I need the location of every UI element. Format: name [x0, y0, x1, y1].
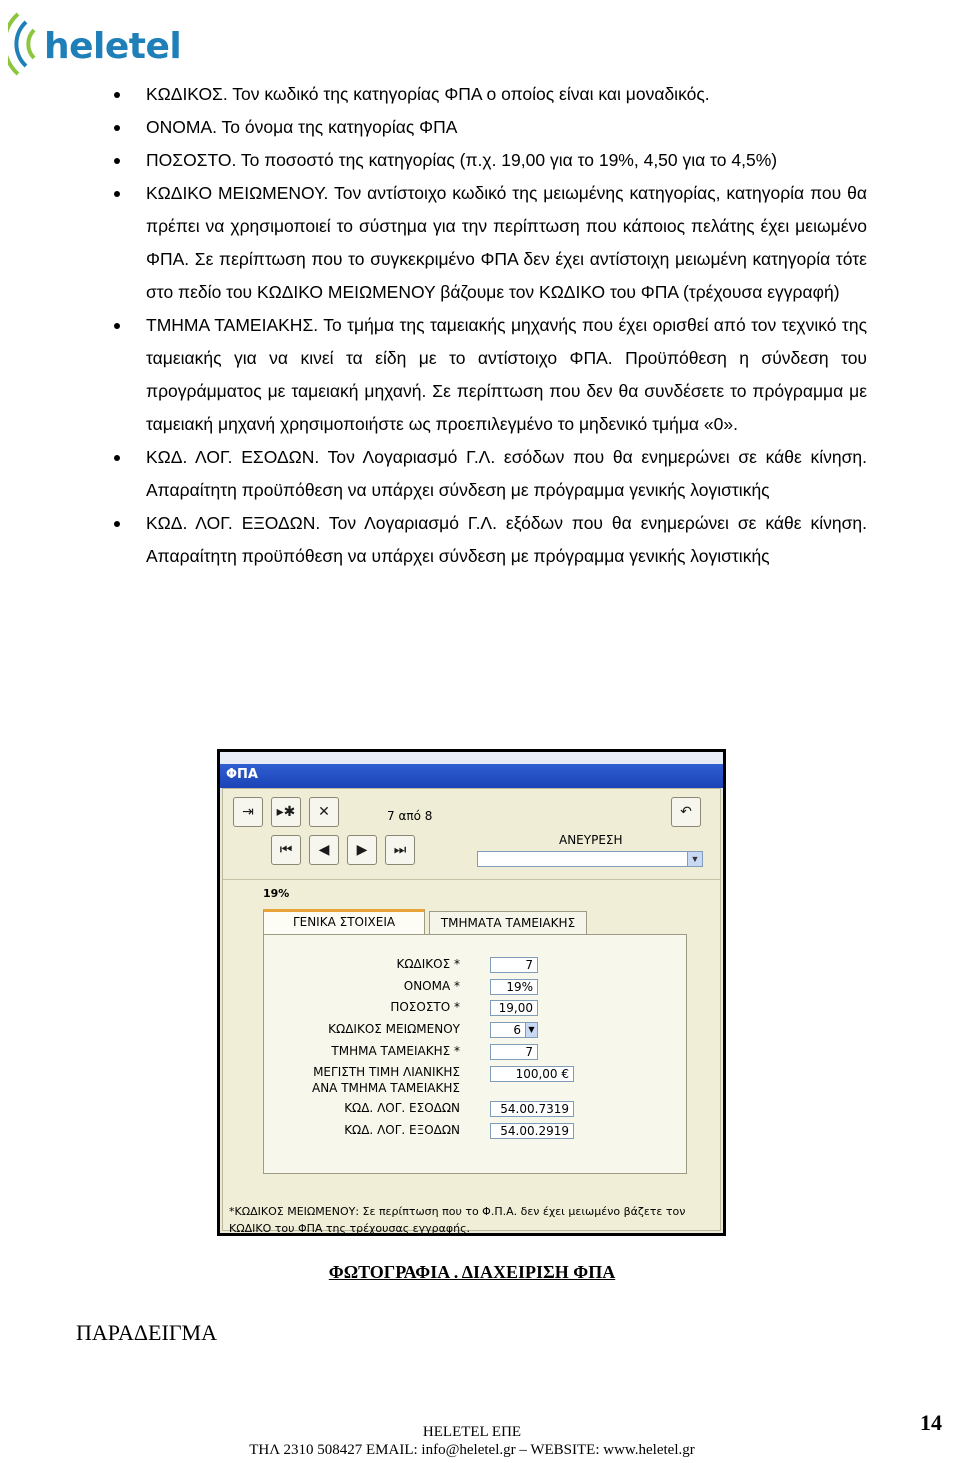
- last-icon: ⏭: [393, 842, 407, 858]
- reduced-code-select[interactable]: [490, 1022, 538, 1038]
- cash-dept-label: ΤΜΗΜΑ ΤΑΜΕΙΑΚΗΣ *: [331, 1044, 460, 1058]
- exit-door-icon: ⇥: [242, 804, 254, 820]
- expense-account-label: ΚΩΔ. ΛΟΓ. ΕΞΟΔΩΝ: [344, 1123, 460, 1137]
- max-retail-label-1: ΜΕΓΙΣΤΗ ΤΙΜΗ ΛΙΑΝΙΚΗΣ: [313, 1065, 460, 1079]
- expense-account-field[interactable]: 54.00.2919: [490, 1123, 574, 1139]
- previous-record-button[interactable]: [309, 835, 339, 865]
- list-item: ΚΩΔΙΚΟΣ. Τον κωδικό της κατηγορίας ΦΠΑ ο οποίος είναι και μοναδικός.: [146, 78, 867, 111]
- first-record-button[interactable]: [271, 835, 301, 865]
- footer-contact: ΤΗΛ 2310 508427 EMAIL: info@heletel.gr – WEBSITE: www.heletel.gr: [249, 1442, 695, 1458]
- record-counter: 7 από 8: [387, 809, 433, 823]
- code-field[interactable]: 7: [490, 957, 538, 973]
- list-item: ΠΟΣΟΣΤΟ. Το ποσοστό της κατηγορίας (π.χ. 19,00 για το 19%, 4,50 για το 4,5%): [146, 144, 867, 177]
- search-select[interactable]: [477, 851, 703, 867]
- reduced-code-value: 6: [513, 1023, 521, 1037]
- search-label: ΑΝΕΥΡΕΣΗ: [559, 833, 623, 847]
- reduced-code-label: ΚΩΔΙΚΟΣ ΜΕΙΩΜΕΝΟΥ: [328, 1022, 460, 1036]
- toolbar: [223, 789, 720, 880]
- first-icon: ⏮: [279, 842, 293, 858]
- name-label: ΟΝΟΜΑ *: [403, 979, 460, 993]
- last-record-button[interactable]: [385, 835, 415, 865]
- company-logo: [8, 4, 182, 84]
- window-title: ΦΠΑ: [226, 767, 258, 782]
- general-tab-panel: [263, 934, 687, 1174]
- tab-general[interactable]: ΓΕΝΙΚΑ ΣΤΟΙΧΕΙΑ: [263, 909, 425, 935]
- new-record-button[interactable]: [271, 797, 301, 827]
- chevron-down-icon[interactable]: ▼: [525, 1022, 538, 1038]
- window-body: [222, 788, 721, 1235]
- chevron-down-icon[interactable]: ▼: [687, 852, 702, 866]
- income-account-label: ΚΩΔ. ΛΟΓ. ΕΣΟΔΩΝ: [344, 1101, 460, 1115]
- title-strip: [220, 764, 723, 788]
- figure-caption: ΦΩΤΟΓΡΑΦΙΑ . ΔΙΑΧΕΙΡΙΣΗ ΦΠΑ: [328, 1262, 616, 1282]
- exit-button[interactable]: [233, 797, 263, 827]
- delete-record-button[interactable]: [309, 797, 339, 827]
- list-item: ΚΩΔΙΚΟ ΜΕΙΩΜΕΝΟΥ. Τον αντίστοιχο κωδικό της μειωμένης κατηγορίας, κατηγορία που θα πρέπει να χρησιμοποιεί το σύστημα για την περίπτωση που κάποιος πελάτης έχει μειωμένο ΦΠΑ. Σε περίπτωση που το συγκεκριμένο ΦΠΑ δεν έχει αντίστοιχη μειωμένη κατηγορία τότε στο πεδίο του ΚΩΔΙΚΟ ΜΕΙΩΜΕΝΟΥ βάζουμε τον ΚΩΔΙΚΟ του ΦΠΑ (τρέχουσα εγγραφή): [146, 177, 867, 309]
- rate-label: ΠΟΣΟΣΤΟ *: [390, 1000, 460, 1014]
- list-item: ΚΩΔ. ΛΟΓ. ΕΞΟΔΩΝ. Τον Λογαριασμό Γ.Λ. εξόδων που θα ενημερώνει σε κάθε κίνηση. Απαραίτητη προϋπόθεση να υπάρχει σύνδεση με πρόγραμμα γενικής λογιστικής: [146, 507, 867, 573]
- undo-button[interactable]: [671, 797, 701, 827]
- example-heading: ΠΑΡΑΔΕΙΓΜΑ: [76, 1320, 217, 1345]
- footer-company: HELETEL ΕΠΕ: [422, 1424, 522, 1440]
- next-icon: ▶: [356, 842, 368, 858]
- undo-icon: ↶: [680, 804, 692, 820]
- max-retail-field[interactable]: 100,00 €: [490, 1066, 574, 1082]
- max-retail-label-2: ΑΝΑ ΤΜΗΜΑ ΤΑΜΕΙΑΚΗΣ: [312, 1081, 460, 1095]
- record-header: 19%: [263, 887, 290, 900]
- list-item: ΤΜΗΜΑ ΤΑΜΕΙΑΚΗΣ. Το τμήμα της ταμειακής μηχανής που έχει ορισθεί από τον τεχνικό της ταμειακής για να κινεί τα είδη με το αντίστοιχο ΦΠΑ. Προϋπόθεση η σύνδεση του προγράμματος με ταμειακή μηχανή. Σε περίπτωση που δεν θα συνδέσετε το πρόγραμμα με ταμειακή μηχανή χρησιμοποιήστε ως προεπιλεγμένο το μηδενικό τμήμα «0».: [146, 309, 867, 441]
- list-item: ΟΝΟΜΑ. Το όνομα της κατηγορίας ΦΠΑ: [146, 111, 867, 144]
- window-footnote: *ΚΩΔΙΚΟΣ ΜΕΙΩΜΕΝΟΥ: Σε περίπτωση που το Φ.Π.Α. δεν έχει μειωμένο βάζετε τον ΚΩΔΙΚΟ του ΦΠΑ της τρέχουσας εγγραφής.: [229, 1205, 686, 1235]
- rate-field[interactable]: 19,00: [490, 1000, 538, 1016]
- page-number: 14: [920, 1410, 942, 1435]
- list-item: ΚΩΔ. ΛΟΓ. ΕΣΟΔΩΝ. Τον Λογαριασμό Γ.Λ. εσόδων που θα ενημερώνει σε κάθε κίνηση. Απαραίτητη προϋπόθεση να υπάρχει σύνδεση με πρόγραμμα γενικής λογιστικής: [146, 441, 867, 507]
- code-label: ΚΩΔΙΚΟΣ *: [396, 957, 460, 971]
- name-field[interactable]: 19%: [490, 979, 538, 995]
- logo-text: heletel: [44, 26, 182, 67]
- new-record-icon: ▸✱: [276, 804, 296, 820]
- field-description-list: [0, 78, 960, 573]
- delete-icon: ✕: [318, 804, 330, 820]
- cash-dept-field[interactable]: 7: [490, 1044, 538, 1060]
- income-account-field[interactable]: 54.00.7319: [490, 1101, 574, 1117]
- previous-icon: ◀: [318, 842, 330, 858]
- next-record-button[interactable]: [347, 835, 377, 865]
- vat-window-screenshot: [217, 749, 726, 1236]
- tab-cash-register-depts[interactable]: ΤΜΗΜΑΤΑ ΤΑΜΕΙΑΚΗΣ: [429, 911, 587, 935]
